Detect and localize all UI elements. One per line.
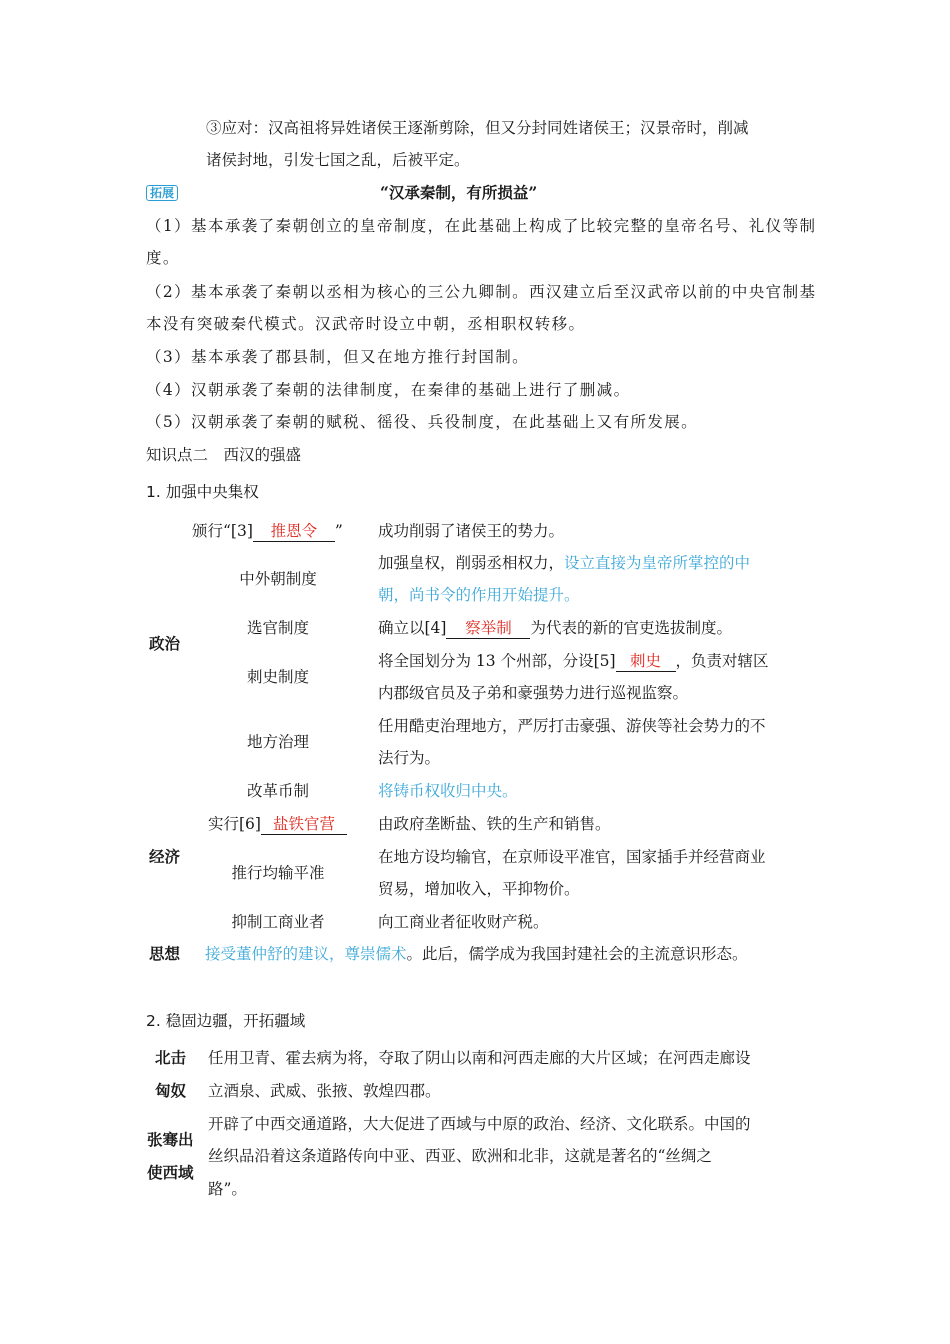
row-tuienling-measure [192, 519, 343, 542]
row-zhangqian-desc-line-3: 路”。 [208, 1180, 247, 1198]
row-difang-desc-line-2: 法行为。 [378, 749, 441, 767]
extension-tag-label: 拓展 [146, 185, 178, 201]
knowledge-point-title: 知识点二 西汉的强盛 [146, 446, 302, 464]
extension-item-1-line-2: 度。 [146, 249, 180, 267]
row-yantie-desc: 由政府垄断盐、铁的生产和销售。 [378, 815, 611, 833]
category-thought: 思想 [149, 945, 181, 963]
row-beiji-desc-line-2: 立酒泉、武威、张掖、敦煌四郡。 [208, 1082, 441, 1100]
answer-4-blank: 察举制 [446, 616, 530, 639]
xuanguan-prefix: 确立以[4] [378, 619, 447, 637]
zhongwai-desc-blue-1: 设立直接为皇帝所掌控的中 [564, 554, 751, 572]
row-xuanguan-name: 选官制度 [246, 619, 309, 637]
cishi-suffix: ，负责对辖区 [675, 652, 769, 670]
cishi-prefix: 将全国划分为 13 个州部，分设[5] [378, 652, 616, 670]
yantie-prefix: 实行[6] [208, 815, 261, 833]
tuienling-suffix: ” [334, 522, 343, 540]
extension-item-2-line-1: （2）基本承袭了秦朝以丞相为核心的三公九卿制。西汉建立后至汉武帝以前的中央官制基 [146, 283, 817, 301]
xuanguan-suffix: 为代表的新的官吏选拔制度。 [530, 619, 732, 637]
row-junshu-desc-line-1: 在地方设均输官，在京师设平准官，国家插手并经营商业 [378, 848, 766, 866]
row-bizhi-name: 改革币制 [246, 782, 309, 800]
row-zhangqian-label-2: 使西域 [147, 1164, 194, 1182]
row-yizhi-name: 抑制工商业者 [231, 913, 325, 931]
row-beiji-desc-line-1: 任用卫青、霍去病为将，夺取了阴山以南和河西走廊的大片区域；在河西走廊设 [208, 1049, 751, 1067]
extension-title: “汉承秦制，有所损益” [380, 183, 538, 202]
row-yizhi-desc: 向工商业者征收财产税。 [378, 913, 549, 931]
row-difang-name: 地方治理 [246, 733, 309, 751]
row-cishi-desc-line-1 [378, 649, 769, 672]
row-zhongwai-name: 中外朝制度 [239, 570, 317, 588]
extension-item-1-line-1: （1）基本承袭了秦朝创立的皇帝制度，在此基础上构成了比较完整的皇帝名号、礼仪等制 [146, 217, 817, 235]
row-cishi-desc-line-2: 内郡级官员及子弟和豪强势力进行巡视监察。 [378, 684, 689, 702]
row-junshu-name: 推行均输平准 [231, 864, 325, 882]
row-zhangqian-label-1: 张骞出 [147, 1131, 194, 1149]
extension-item-4: （4）汉朝承袭了秦朝的法律制度，在秦律的基础上进行了删减。 [146, 381, 631, 399]
row-beiji-label-1: 北击 [155, 1049, 187, 1067]
row-yantie-measure [208, 812, 347, 835]
answer-5-blank: 刺史 [616, 649, 676, 672]
intro-line-2: 诸侯封地，引发七国之乱，后被平定。 [206, 151, 470, 169]
row-tuienling-desc: 成功削弱了诸侯王的势力。 [378, 522, 565, 540]
sixiang-desc-blue: 接受董仲舒的建议，尊崇儒术 [205, 945, 407, 963]
row-junshu-desc-line-2: 贸易，增加收入，平抑物价。 [378, 880, 580, 898]
extension-item-2-line-2: 本没有突破秦代模式。汉武帝时设立中朝，丞相职权转移。 [146, 315, 586, 333]
row-sixiang-desc [205, 942, 748, 964]
category-economy: 经济 [149, 848, 181, 866]
row-beiji-label-2: 匈奴 [155, 1082, 187, 1100]
section-2-heading: 2. 稳固边疆，开拓疆域 [146, 1012, 306, 1030]
row-zhangqian-desc-line-2: 丝织品沿着这条道路传向中亚、西亚、欧洲和北非，这就是著名的“丝绸之 [208, 1147, 712, 1165]
zhongwai-desc-black: 加强皇权，削弱丞相权力， [378, 554, 565, 572]
row-bizhi-desc: 将铸币权收归中央。 [378, 782, 518, 800]
extension-tag [146, 183, 178, 201]
tuienling-prefix: 颁行“[3] [192, 522, 253, 540]
answer-3-blank: 推恩令 [253, 519, 335, 542]
row-zhangqian-desc-line-1: 开辟了中西交通道路，大大促进了西域与中原的政治、经济、文化联系。中国的 [208, 1115, 751, 1133]
row-difang-desc-line-1: 任用酷吏治理地方，严厉打击豪强、游侠等社会势力的不 [378, 717, 766, 735]
extension-item-3: （3）基本承袭了郡县制，但又在地方推行封国制。 [146, 348, 530, 366]
extension-item-5: （5）汉朝承袭了秦朝的赋税、徭役、兵役制度，在此基础上又有所发展。 [146, 413, 699, 431]
answer-6-blank: 盐铁官营 [261, 812, 347, 835]
row-cishi-name: 刺史制度 [246, 668, 309, 686]
row-zhongwai-desc-line-2: 朝，尚书令的作用开始提升。 [378, 586, 580, 604]
row-zhongwai-desc-line-1 [378, 551, 750, 573]
category-politics: 政治 [149, 635, 181, 653]
section-1-heading: 1. 加强中央集权 [146, 483, 259, 501]
sixiang-desc-black: 。此后，儒学成为我国封建社会的主流意识形态。 [406, 945, 748, 963]
row-xuanguan-desc [378, 616, 732, 639]
intro-line-1: ③应对：汉高祖将异姓诸侯王逐渐剪除，但又分封同姓诸侯王；汉景帝时，削减 [206, 119, 749, 137]
